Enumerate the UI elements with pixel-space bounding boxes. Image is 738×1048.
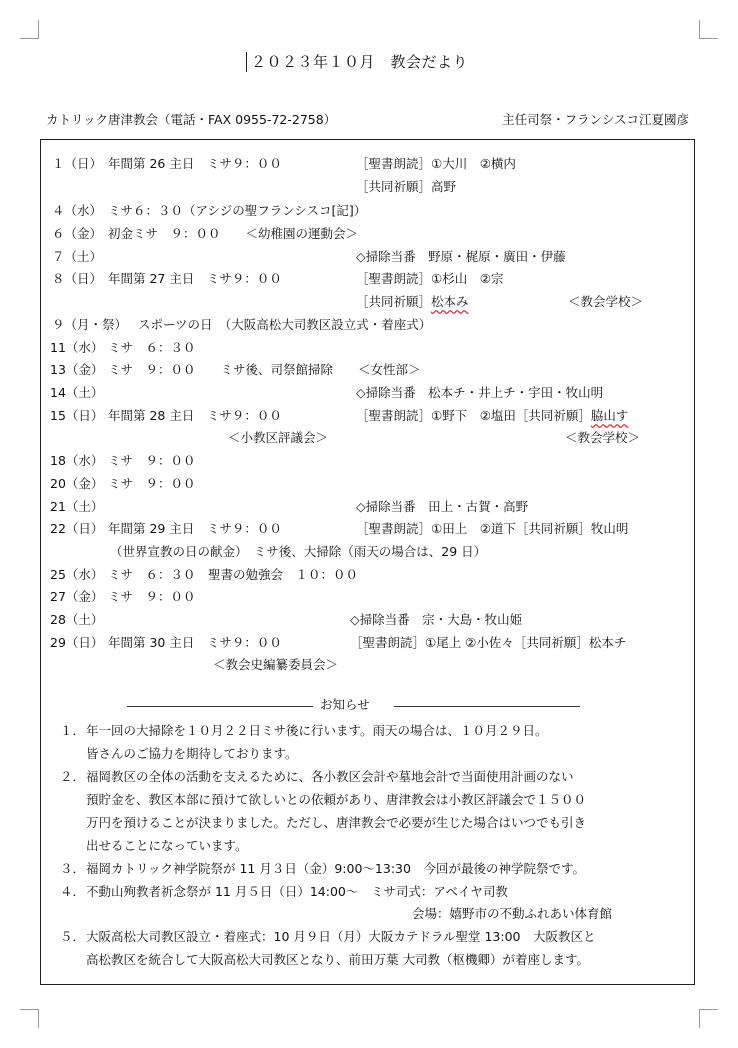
notice-line: 年一回の大掃除を１０月２２日ミサ後に行います。雨天の場合は、１０月２９日。 — [86, 723, 548, 738]
schedule-date: ７（土） — [52, 249, 103, 264]
schedule-date: 21（土） — [50, 499, 104, 514]
crop-mark-bottom-left — [20, 1009, 39, 1028]
schedule-note: ＜教会学校＞ — [568, 294, 644, 309]
schedule-date: 22（日） — [50, 521, 104, 536]
spellcheck-underlined-name: 松本み — [431, 294, 469, 309]
schedule-date: 20（金） — [50, 476, 104, 491]
schedule-event: 年間第 28 主日 ミサ９：００ — [108, 408, 282, 423]
notice-line: 福岡教区の全体の活動を支えるために、各小教区会計や墓地会計で当面使用計画のない — [86, 769, 574, 784]
schedule-date: 25（水） — [50, 567, 104, 582]
schedule-detail-label: ［共同祈願］ — [356, 294, 432, 309]
schedule-event: スポーツの日 （大阪高松大司教区設立式・着座式） — [138, 317, 432, 332]
schedule-date: ８（日） — [52, 271, 103, 286]
schedule-note: （世界宣教の日の献金） ミサ後、大掃除（雨天の場合は、29 日） — [110, 544, 487, 559]
schedule-event: 年間第 26 主日 ミサ９：００ — [108, 156, 282, 171]
schedule-event: ミサ ９：００ — [108, 476, 196, 491]
schedule-event: ミサ ９：００ — [108, 589, 196, 604]
notice-line: 大阪高松大司教区設立・着座式：10 月９日（月）大阪カテドラル聖堂 13:00 大阪教区と — [86, 929, 596, 944]
schedule-event: 年間第 30 主日 ミサ９：００ — [108, 635, 282, 650]
schedule-detail — [356, 407, 628, 425]
schedule-event: 年間第 29 主日 ミサ９：００ — [108, 521, 282, 536]
divider — [127, 706, 313, 707]
crop-mark-top-left — [20, 20, 39, 39]
schedule-date: 14（土） — [50, 385, 104, 400]
schedule-detail-label: ［聖書朗読］①野下 ②塩田［共同祈願］ — [356, 408, 591, 423]
schedule-date: 11（水） — [50, 340, 104, 355]
schedule-date: 27（金） — [50, 589, 104, 604]
schedule-event: ミサ ６：３０ — [108, 340, 196, 355]
schedule-event: ミサ６：３０（アシジの聖フランシスコ[記]） — [108, 203, 367, 218]
schedule-event: 初金ミサ ９：００ ＜幼稚園の運動会＞ — [108, 226, 359, 241]
notice-line: 皆さんのご協力を期待しております。 — [86, 746, 298, 761]
notice-line: 福岡カトリック神学院祭が 11 月３日（金）9:00～13:30 今回が最後の神学院祭です。 — [86, 861, 585, 876]
schedule-date: ６（金） — [52, 226, 103, 241]
notice-line: 出せることになっています。 — [86, 838, 248, 853]
schedule-event: ミサ ９：００ ミサ後、司祭館掃除 ＜女性部＞ — [108, 362, 421, 377]
schedule-note: ＜教会学校＞ — [565, 430, 641, 445]
spellcheck-underlined-name: 脇山す — [590, 408, 629, 423]
notice-line: 預貯金を、教区本部に預けて欲しいとの依頼があり、唐津教会は小教区評議会で１５００ — [86, 792, 587, 807]
notice-number: ４． — [60, 884, 86, 899]
notice-number: ５． — [60, 929, 86, 944]
schedule-detail: ◇掃除当番 田上・古賀・高野 — [356, 499, 529, 514]
schedule-detail: ［聖書朗読］①大川 ②横内 — [356, 156, 516, 171]
schedule-detail: ◇掃除当番 松本チ・井上チ・宇田・牧山明 — [356, 385, 604, 400]
divider — [394, 706, 580, 707]
page-title: ２０２３年１０月 教会だより — [246, 52, 468, 72]
schedule-date: ４（水） — [52, 203, 103, 218]
notice-line: 万円を預けることが決まりました。ただし、唐津教会で必要が生じた場合はいつでも引き — [86, 815, 587, 830]
schedule-date: 28（土） — [50, 612, 104, 627]
crop-mark-bottom-right — [699, 1009, 718, 1028]
church-contact: カトリック唐津教会（電話・FAX 0955-72-2758） — [46, 112, 337, 127]
notice-venue: 会場：嬉野市の不動ふれあい体育館 — [412, 906, 613, 921]
schedule-detail: ［聖書朗読］①尾上 ②小佐々［共同祈願］松本チ — [350, 635, 627, 650]
schedule-detail: ◇掃除当番 野原・梶原・廣田・伊藤 — [356, 249, 566, 264]
notice-number: ３． — [60, 861, 86, 876]
schedule-note: ＜教会史編纂委員会＞ — [213, 657, 339, 672]
schedule-detail: ［共同祈願］高野 — [356, 179, 457, 194]
schedule-date: ９（月・祭） — [52, 317, 128, 332]
schedule-event: ミサ ９：００ — [108, 453, 196, 468]
notice-number: ２． — [60, 769, 86, 784]
schedule-event: ミサ ６：３０ 聖書の勉強会 １０：００ — [108, 567, 359, 582]
notice-number: １． — [60, 723, 86, 738]
schedule-detail — [356, 293, 469, 311]
schedule-date: 15（日） — [50, 408, 104, 423]
notice-line: 高松教区を統合して大阪高松大司教区となり、前田万葉 大司教（枢機卿）が着座します。 — [86, 952, 589, 967]
notices-heading: お知らせ — [320, 697, 370, 712]
schedule-date: 29（日） — [50, 635, 104, 650]
schedule-detail: ◇掃除当番 宗・大島・牧山姫 — [350, 612, 523, 627]
notice-line: 不動山殉教者祈念祭が 11 月５日（日）14:00～ ミサ司式：アベイヤ司教 — [86, 884, 508, 899]
schedule-date: 18（水） — [50, 453, 104, 468]
schedule-date: １（日） — [52, 156, 103, 171]
schedule-event: 年間第 27 主日 ミサ９：００ — [108, 271, 282, 286]
schedule-note: ＜小教区評議会＞ — [228, 430, 329, 445]
schedule-detail: ［聖書朗読］①田上 ②道下［共同祈願］牧山明 — [356, 521, 629, 536]
schedule-detail: ［聖書朗読］①杉山 ②宗 — [356, 271, 504, 286]
pastor-name: 主任司祭・フランシスコ江夏國彦 — [502, 112, 689, 127]
crop-mark-top-right — [699, 20, 718, 39]
schedule-date: 13（金） — [50, 362, 104, 377]
